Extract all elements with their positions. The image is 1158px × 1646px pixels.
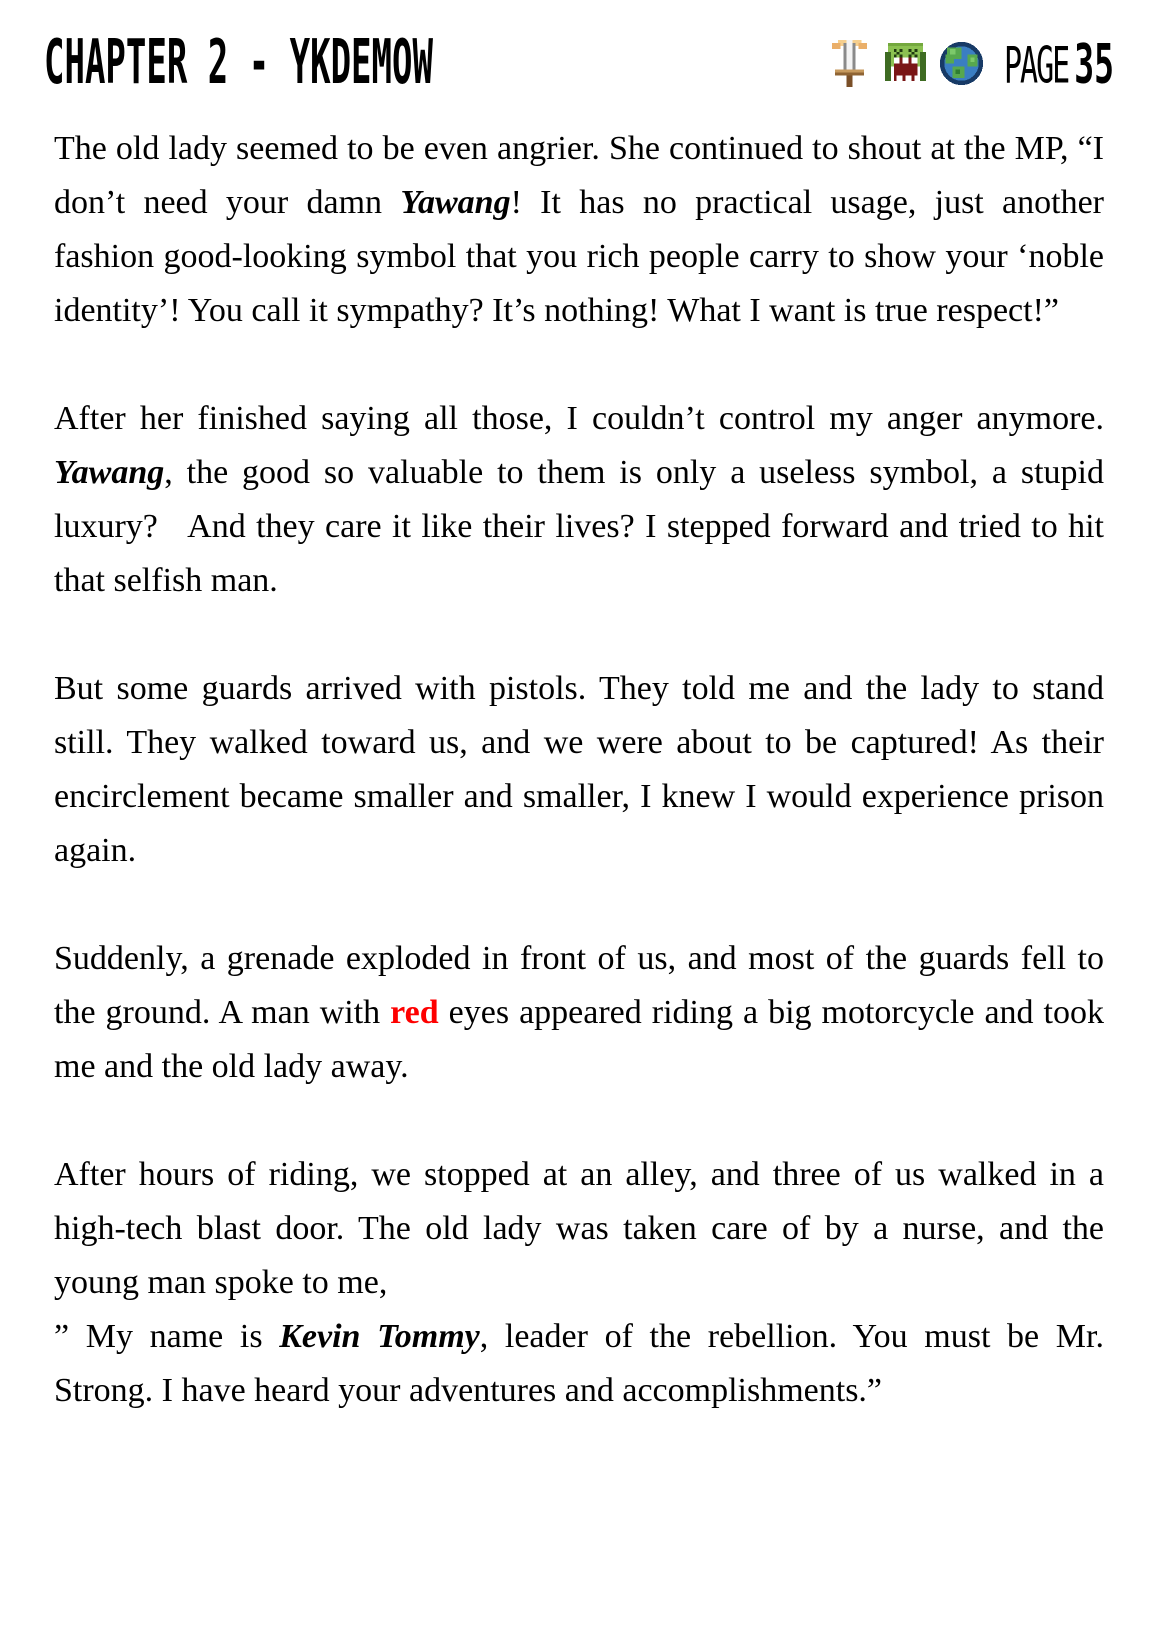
term-yawang: Yawang [400, 184, 511, 221]
term-yawang: Yawang [54, 454, 165, 491]
paragraph-2 [54, 392, 1104, 608]
text-run: Suddenly, a grenade exploded in front of us, and most of the guards fell to the ground. A man with [54, 940, 1104, 1031]
text-run: After hours of riding, we stopped at an alley, and three of us walked in a high-tech blast door. The old lady was taken care of by a nurse, and the young man spoke to me, [54, 1156, 1104, 1301]
paragraph-6 [54, 1310, 1104, 1418]
monster-icon [882, 40, 929, 87]
text-run: , the good so valuable to them is only a useless symbol, a stupid luxury? And they care it like their lives? I stepped forward and tried to hit that selfish man. [54, 454, 1104, 599]
character-name-kevin-tommy: Kevin Tommy [279, 1318, 480, 1355]
text-run: , leader of the rebellion. You must be Mr. Strong. I have heard your adventures and accomplishments.” [54, 1318, 1104, 1409]
text-run: After her finished saying all those, I couldn’t control my anger anymore. [54, 400, 1104, 437]
chapter-title: CHAPTER 2 - YKDEMOW [44, 27, 433, 99]
paragraph-4 [54, 932, 1104, 1094]
text-run: ! It has no practical usage, just another fashion good-looking symbol that you rich people carry to show your ‘noble identity’! You call it sympathy? It’s nothing! What I want is true respect!” [54, 184, 1104, 329]
page-indicator [1004, 31, 1114, 95]
header-icon-group [826, 30, 1114, 96]
text-run: But some guards arrived with pistols. They told me and the lady to stand still. They walked toward us, and we were about to be captured! As their encirclement became smaller and smaller, I knew I would experience prison again. [54, 670, 1104, 869]
story-text [54, 122, 1104, 1418]
page-label: PAGE [1004, 37, 1069, 96]
paragraph-1 [54, 122, 1104, 338]
paragraph-5 [54, 1148, 1104, 1310]
page-header [44, 27, 1114, 99]
text-run: The old lady seemed to be even angrier. She continued to shout at the MP, “I don’t need your damn [54, 130, 1104, 221]
text-run: ” My name is [54, 1318, 280, 1355]
paragraph-3 [54, 662, 1104, 878]
sword-icon [826, 40, 873, 87]
page-number: 35 [1074, 30, 1114, 96]
text-run: eyes appeared riding a big motorcycle and took me and the old lady away. [54, 994, 1104, 1085]
highlight-red-word: red [390, 994, 439, 1031]
earth-icon [938, 40, 985, 87]
